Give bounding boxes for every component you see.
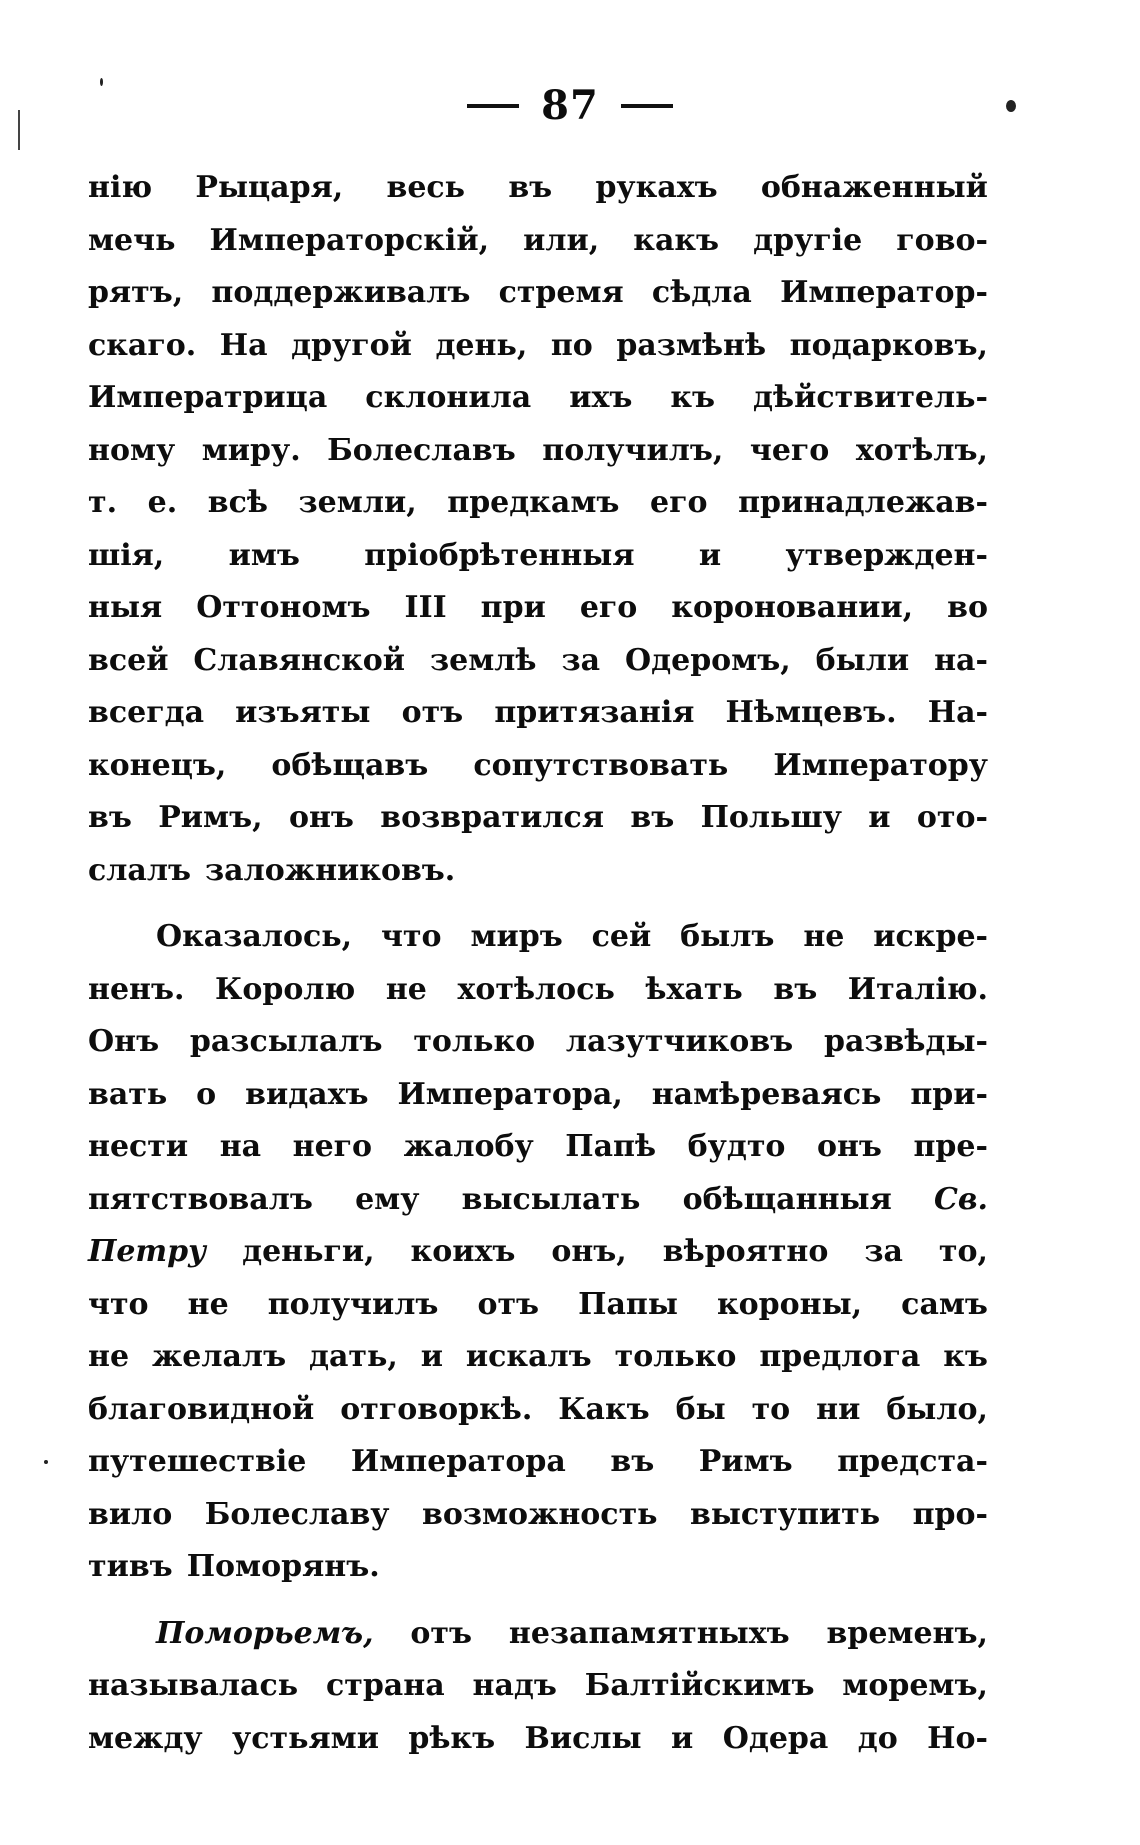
word: были bbox=[815, 642, 910, 678]
word: про- bbox=[912, 1496, 988, 1532]
word: Италію. bbox=[847, 971, 988, 1007]
word: въ bbox=[630, 800, 675, 835]
word: вило bbox=[88, 1496, 173, 1532]
paragraph bbox=[88, 911, 988, 1594]
word: высылать bbox=[461, 1181, 641, 1217]
word: не bbox=[385, 971, 427, 1007]
word: На bbox=[219, 327, 268, 363]
word: ненъ. bbox=[88, 971, 185, 1007]
word: что bbox=[380, 919, 442, 954]
paragraph-gap bbox=[88, 1594, 988, 1608]
word: ему bbox=[355, 1181, 420, 1217]
word: его bbox=[650, 485, 708, 520]
word: къ bbox=[943, 1339, 988, 1374]
word: короновании, bbox=[671, 590, 914, 625]
word: только bbox=[614, 1339, 737, 1374]
word: Папѣ bbox=[565, 1129, 657, 1164]
word: получилъ bbox=[267, 1286, 439, 1322]
word: мечь bbox=[88, 222, 176, 258]
word: миръ bbox=[470, 919, 563, 954]
word: при bbox=[480, 590, 546, 625]
word: изъяты bbox=[235, 695, 371, 730]
text-line bbox=[88, 1541, 988, 1594]
text-line bbox=[88, 845, 988, 898]
word: поддерживалъ bbox=[211, 275, 471, 310]
word: хотѣлось bbox=[457, 971, 615, 1007]
paragraph bbox=[88, 162, 988, 897]
text-line bbox=[88, 911, 988, 964]
word: Вислы bbox=[524, 1720, 642, 1756]
word: ни bbox=[816, 1391, 861, 1427]
word: весь bbox=[386, 170, 466, 205]
word: Св. bbox=[933, 1181, 988, 1217]
word: Какъ bbox=[558, 1391, 650, 1427]
word: развѣды- bbox=[823, 1024, 988, 1059]
word: Императора, bbox=[397, 1076, 623, 1112]
word: скаго. bbox=[88, 327, 197, 363]
word: т. bbox=[88, 485, 118, 520]
word: пятствовалъ bbox=[88, 1181, 313, 1217]
word: въ bbox=[88, 800, 132, 835]
text-line bbox=[88, 1608, 988, 1661]
word: пре- bbox=[913, 1129, 988, 1164]
text-line bbox=[88, 1016, 988, 1069]
word: за bbox=[561, 642, 601, 678]
word: Польшу bbox=[700, 800, 842, 835]
word: деньги, bbox=[242, 1234, 375, 1269]
text-line bbox=[88, 792, 988, 845]
paragraph-gap bbox=[88, 897, 988, 911]
word: называлась bbox=[88, 1668, 299, 1703]
word: сѣдла bbox=[651, 275, 752, 310]
word: обнаженный bbox=[760, 170, 988, 205]
text-line bbox=[88, 1660, 988, 1713]
word: отъ bbox=[410, 1615, 472, 1651]
word: Одера bbox=[722, 1720, 829, 1756]
text-line bbox=[88, 1331, 988, 1384]
text-line bbox=[88, 215, 988, 268]
page-number: 87 bbox=[541, 82, 599, 129]
word: него bbox=[292, 1129, 373, 1164]
word: желалъ bbox=[151, 1339, 287, 1374]
word: Римъ bbox=[698, 1444, 793, 1479]
word: нести bbox=[88, 1129, 189, 1164]
word: бы bbox=[675, 1391, 726, 1427]
word: и bbox=[868, 800, 891, 835]
text-line bbox=[88, 582, 988, 635]
word: возможность bbox=[421, 1496, 658, 1532]
word: нію bbox=[88, 170, 153, 205]
header-dash-right bbox=[621, 104, 673, 108]
word: надъ bbox=[472, 1668, 557, 1703]
text-line bbox=[88, 740, 988, 793]
word: хотѣлъ, bbox=[855, 432, 988, 468]
word: миру. bbox=[201, 432, 301, 468]
text-line bbox=[88, 372, 988, 425]
word: чего bbox=[749, 432, 830, 468]
word: видахъ bbox=[245, 1076, 369, 1112]
word: предлога bbox=[759, 1339, 921, 1374]
header-dash-left bbox=[467, 104, 519, 108]
word: жалобу bbox=[403, 1129, 534, 1164]
word: утвержден- bbox=[785, 537, 988, 573]
word: конецъ, bbox=[88, 747, 227, 783]
word: страна bbox=[325, 1668, 445, 1703]
word: между bbox=[88, 1720, 203, 1756]
text-line bbox=[88, 964, 988, 1017]
word: Оказалось, bbox=[156, 919, 353, 954]
word: земли, bbox=[298, 485, 417, 520]
word: пріобрѣтенныя bbox=[364, 537, 635, 573]
word: имъ bbox=[228, 537, 300, 573]
word: лазутчиковъ bbox=[565, 1024, 794, 1059]
word: ото- bbox=[916, 800, 988, 835]
word: отговоркѣ. bbox=[340, 1391, 533, 1427]
word: Славянской bbox=[193, 642, 406, 678]
text-line bbox=[88, 1489, 988, 1542]
text-line bbox=[88, 1436, 988, 1489]
word: обѣщанныя bbox=[682, 1181, 892, 1217]
word: что bbox=[88, 1286, 149, 1322]
word: принадлежав- bbox=[738, 485, 988, 520]
word: склонила bbox=[365, 380, 532, 415]
word: рукахъ bbox=[595, 170, 718, 205]
word: какъ bbox=[633, 222, 720, 258]
word: е. bbox=[147, 485, 178, 520]
word: день, bbox=[435, 327, 528, 363]
word: Одеромъ, bbox=[624, 642, 791, 678]
word: Нѣмцевъ. bbox=[725, 695, 897, 730]
word: ному bbox=[88, 432, 176, 468]
word: Королю bbox=[215, 971, 356, 1007]
text-line bbox=[88, 1226, 988, 1279]
word: то bbox=[751, 1391, 791, 1427]
word: Оттономъ bbox=[196, 590, 371, 625]
word: и bbox=[420, 1339, 443, 1374]
word: всегда bbox=[88, 695, 205, 730]
word: за bbox=[864, 1234, 903, 1269]
word: его bbox=[579, 590, 638, 625]
word: На- bbox=[927, 695, 988, 730]
word: онъ bbox=[288, 800, 354, 835]
word: выступить bbox=[689, 1496, 881, 1532]
word: получилъ, bbox=[542, 432, 724, 468]
word: было, bbox=[886, 1391, 988, 1427]
word: другой bbox=[291, 327, 412, 363]
word: на bbox=[219, 1129, 262, 1164]
word: въ bbox=[610, 1444, 655, 1479]
word: дать, bbox=[309, 1339, 398, 1374]
text-line bbox=[88, 477, 988, 530]
word: благовидной bbox=[88, 1391, 315, 1427]
word: вать bbox=[88, 1076, 168, 1112]
word: сей bbox=[591, 919, 652, 954]
word: и bbox=[671, 1720, 694, 1756]
word: искалъ bbox=[465, 1339, 592, 1374]
word: слалъ bbox=[88, 852, 192, 888]
word: или, bbox=[523, 222, 600, 258]
word: рѣкъ bbox=[408, 1720, 496, 1756]
word: будто bbox=[687, 1129, 786, 1164]
text-line bbox=[88, 530, 988, 583]
page-body bbox=[88, 162, 988, 1765]
word: Поморянъ. bbox=[186, 1549, 380, 1584]
word: намѣреваясь bbox=[651, 1076, 882, 1112]
word: Болеславъ bbox=[327, 432, 516, 468]
word: устьями bbox=[232, 1720, 379, 1756]
word: Рыцаря, bbox=[195, 170, 344, 205]
text-line bbox=[88, 162, 988, 215]
word: искре- bbox=[873, 919, 988, 954]
word: самъ bbox=[901, 1286, 988, 1322]
word: Болеславу bbox=[204, 1496, 390, 1532]
word: Онъ bbox=[88, 1024, 160, 1059]
word: моремъ, bbox=[842, 1668, 988, 1703]
word: то, bbox=[938, 1234, 988, 1269]
word: Императора bbox=[350, 1444, 566, 1479]
word: Поморьемъ, bbox=[156, 1615, 374, 1651]
word: Императрица bbox=[88, 380, 328, 415]
word: дѣйствитель- bbox=[753, 380, 988, 415]
word: онъ, bbox=[551, 1234, 627, 1269]
word: коихъ bbox=[410, 1234, 516, 1269]
word: Императорскій, bbox=[209, 222, 490, 258]
text-line bbox=[88, 425, 988, 478]
word: предкамъ bbox=[447, 485, 620, 520]
word: стремя bbox=[498, 275, 624, 310]
word: другіе bbox=[753, 222, 863, 258]
word: Папы bbox=[578, 1286, 678, 1322]
word: Император- bbox=[780, 275, 988, 310]
word: обѣщавъ bbox=[271, 747, 429, 783]
word: ихъ bbox=[569, 380, 633, 415]
text-line bbox=[88, 687, 988, 740]
word: о bbox=[196, 1076, 217, 1112]
word: гово- bbox=[896, 222, 988, 258]
text-line bbox=[88, 320, 988, 373]
word: притязанія bbox=[494, 695, 695, 730]
text-line bbox=[88, 267, 988, 320]
word: въ bbox=[773, 971, 818, 1007]
ink-speck bbox=[44, 1460, 48, 1464]
word: всей bbox=[88, 642, 169, 678]
text-line bbox=[88, 1713, 988, 1766]
word: сопутствовать bbox=[473, 747, 729, 783]
text-line bbox=[88, 1121, 988, 1174]
text-line bbox=[88, 1384, 988, 1437]
word: временъ, bbox=[826, 1615, 988, 1651]
word: Но- bbox=[927, 1720, 988, 1756]
page-header bbox=[0, 78, 1140, 131]
text-line bbox=[88, 635, 988, 688]
text-line bbox=[88, 1069, 988, 1122]
word: ныя bbox=[88, 590, 163, 625]
word: всѣ bbox=[207, 485, 268, 520]
word: размѣнѣ bbox=[616, 327, 767, 363]
word: по bbox=[550, 327, 593, 363]
word: и bbox=[698, 537, 722, 573]
word: шія, bbox=[88, 537, 165, 573]
word: не bbox=[88, 1339, 130, 1374]
word: отъ bbox=[477, 1286, 540, 1322]
word: на- bbox=[934, 642, 988, 678]
word: Петру bbox=[88, 1234, 207, 1269]
word: былъ bbox=[680, 919, 775, 954]
word: ѣхать bbox=[645, 971, 743, 1007]
word: при- bbox=[910, 1076, 988, 1112]
word: заложниковъ. bbox=[205, 852, 456, 888]
word: возвратился bbox=[380, 800, 604, 835]
paragraph bbox=[88, 1608, 988, 1766]
word: къ bbox=[670, 380, 716, 415]
word: до bbox=[857, 1720, 898, 1756]
word: незапамятныхъ bbox=[508, 1615, 790, 1651]
word: вѣроятно bbox=[662, 1234, 829, 1269]
word: предста- bbox=[837, 1444, 988, 1479]
word: отъ bbox=[401, 695, 464, 730]
word: не bbox=[803, 919, 845, 954]
word: разсылалъ bbox=[189, 1024, 383, 1059]
word: рятъ, bbox=[88, 275, 184, 310]
text-line bbox=[88, 1279, 988, 1332]
text-line bbox=[88, 1174, 988, 1227]
word: короны, bbox=[716, 1286, 863, 1322]
word: Императору bbox=[773, 747, 988, 783]
word: землѣ bbox=[429, 642, 537, 678]
word: во bbox=[947, 590, 988, 625]
word: въ bbox=[508, 170, 553, 205]
word: путешествіе bbox=[88, 1444, 307, 1479]
word: Римъ, bbox=[158, 800, 263, 835]
word: только bbox=[413, 1024, 536, 1059]
word: III bbox=[404, 590, 447, 625]
word: подарковъ, bbox=[789, 327, 988, 363]
word: тивъ bbox=[88, 1549, 173, 1584]
word: не bbox=[187, 1286, 229, 1322]
word: онъ bbox=[816, 1129, 882, 1164]
word: Балтійскимъ bbox=[584, 1668, 815, 1703]
